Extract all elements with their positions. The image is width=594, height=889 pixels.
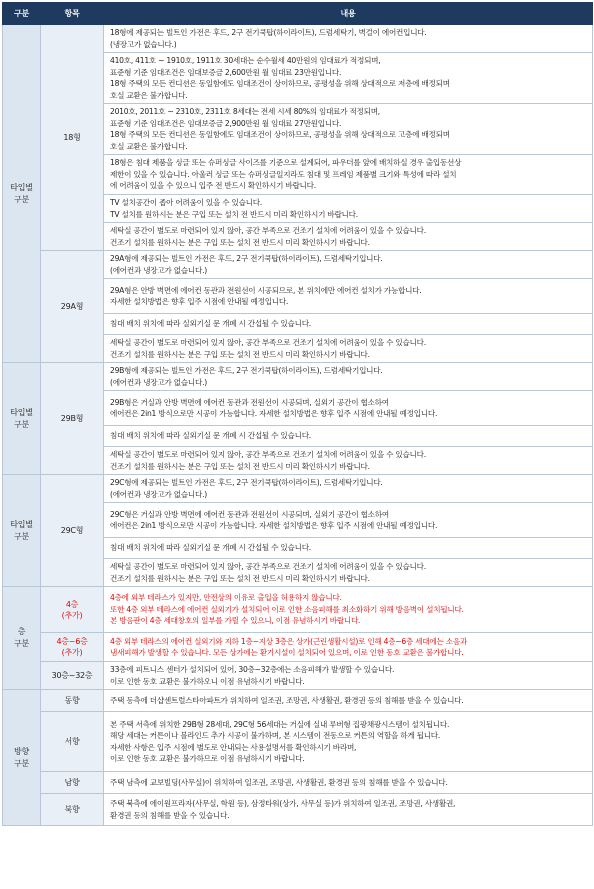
content-line: 침대 배치 위치에 따라 실외기실 문 개폐 시 간섭될 수 있습니다. [110,543,311,553]
header-item: 항목 [41,3,104,25]
item-label-f3032 [41,662,104,690]
content-line: 29B형에 제공되는 빌트인 가전은 후드, 2구 전기쿡탑(하이라이트), 드럼세탁기입니다. [110,366,383,375]
table-header-row [3,3,593,25]
group-label-line: 층 [17,627,26,636]
content-line: 자세한 사항은 입주 시점에 별도로 안내되는 사용설명서를 확인하시기 바라며, [110,742,357,752]
floor-group-cell [3,587,41,690]
table-row [3,251,593,279]
content-line: 침대 배치 위치에 따라 실외기실 문 개폐 시 간섭될 수 있습니다. [110,431,311,441]
table-row [3,662,593,690]
content-cell [104,314,593,335]
content-line: 표준형 기준 임대조건은 임대보증금 2,600만원 월 임대료 23만원입니다. [110,67,342,77]
content-cell [104,335,593,363]
content-line: 세탁실 공간이 별도로 마련되어 있지 않아, 공간 부족으로 건조기 설치에 어려움이 있을 수 있습니다. [110,226,426,235]
item-label-t18 [41,25,104,251]
item-label-t29b [41,363,104,475]
content-cell [104,559,593,587]
content-line: 세탁실 공간이 별도로 마련되어 있지 않아, 공간 부족으로 건조기 설치에 어려움이 있을 수 있습니다. [110,450,426,459]
item-label-line: 29B형 [60,414,84,423]
content-cell [104,538,593,559]
group-label-line: 타입별 [10,182,33,192]
group-label-line: 구분 [14,758,29,768]
content-line: 주택 북측에 에이원프라자(사무실, 학원 등), 삼정타워(상가, 사무실 등)가 위치하여 일조권, 조망권, 사생활권, [110,799,456,808]
content-line: 세탁실 공간이 별도로 마련되어 있지 않아, 공간 부족으로 건조기 설치에 어려움이 있을 수 있습니다. [110,562,426,571]
content-line: 또한 4층 외부 테라스에 에어컨 실외기가 설치되어 이로 인한 소음피해를 최소화하기 위해 방음벽이 설치됩니다. [110,604,464,614]
content-line: (에어컨과 냉장고가 없습니다.) [110,377,207,387]
content-line: 18형에 제공되는 빌트인 가전은 후드, 2구 전기쿡탑(하이라이트), 드럼세탁기, 벽걸이 에어컨입니다. [110,28,427,37]
item-label-line: 18형 [63,133,81,142]
content-cell [104,155,593,195]
content-cell [104,712,593,772]
group-label-line: 구분 [14,531,29,541]
item-label-line: 남향 [64,778,80,787]
content-line: 건조기 설치를 원하시는 분은 구입 또는 설치 전 반드시 미리 확인하시기 바랍니다. [110,573,370,583]
content-line: (냉장고가 없습니다.) [110,39,177,49]
content-line: 냄새피해가 발생할 수 있습니다. 모든 상가에는 환기시설이 설치되어 있으며, 이로 인한 동호 교환은 불가합니다. [110,648,464,657]
item-label-line: 북향 [64,805,80,814]
content-cell [104,195,593,223]
content-line: 2010호, 2011호 ~ 2310호, 2311호 8세대는 전세 시세 80%의 임대료가 적정되며, [110,107,380,116]
item-label-line: 29C형 [60,526,84,535]
content-line: 18형은 침대 제품을 싱글 또는 슈퍼싱글 사이즈를 기준으로 설계되어, 파우더를 앞에 배치하실 경우 출입동선상 [110,158,462,168]
content-line: 에 어려움이 있을 수 있으니 입주 전 반드시 확인하시기 바랍니다. [110,181,316,191]
item-label-south [41,772,104,794]
content-cell [104,503,593,538]
item-label-line: 동향 [64,696,80,705]
content-line: 건조기 설치를 원하시는 분은 구입 또는 설치 전 반드시 미리 확인하시기 바랍니다. [110,461,370,471]
table-body [3,25,593,826]
type-group-cell [3,25,41,363]
item-label-line: (추가) [61,648,83,657]
table-row [3,633,593,662]
content-line: 제한이 있을 수 있습니다. 아울러 싱글 또는 슈퍼싱글일지라도 침대 및 프레임 제품별 크기와 특성에 따라 설치 [110,169,457,179]
content-line: 에어컨은 2in1 방식으로만 시공이 가능합니다. 자세한 설치방법은 향후 입주 시점에 안내될 예정입니다. [110,521,438,530]
content-line: 침대 배치 위치에 따라 실외기실 문 개폐 시 간섭될 수 있습니다. [110,319,311,329]
table-row [3,772,593,794]
content-line: 4층 외부 테라스의 에어컨 실외기와 지하 1층~지상 3층은 상가(근린생활시설)로 인해 4층~6층 세대에는 소음과 [110,636,468,646]
content-cell [104,475,593,503]
content-cell [104,25,593,53]
content-line: 4층에 외부 테라스가 있지만, 안전상의 이유로 출입을 허용하지 않습니다. [110,593,342,603]
content-line: 주택 남측에 교보빌딩(사무실)이 위치하여 일조권, 조망권, 사생활권, 환경권 등의 침해를 받을 수 있습니다. [110,777,448,787]
content-cell [104,633,593,662]
content-cell [104,53,593,104]
content-line: 본 방음판이 4층 세대창호의 일부를 가릴 수 있으니, 이점 유념하시기 바랍니다. [110,616,361,626]
table-row [3,363,593,391]
content-cell [104,391,593,426]
item-label-north [41,794,104,826]
item-label-line: 29A형 [60,302,84,311]
item-label-f46 [41,633,104,662]
content-cell [104,587,593,633]
content-line: 29C형에 제공되는 빌트인 가전은 후드, 2구 전기쿡탑(하이라이트), 드럼세탁기입니다. [110,478,383,487]
group-label-line: 구분 [14,639,29,648]
content-cell [104,279,593,314]
group-label-line: 구분 [14,419,29,429]
content-line: 호실 교환은 불가합니다. [110,90,188,100]
content-line: TV 설치를 원하시는 분은 구입 또는 설치 전 반드시 미리 확인하시기 바랍니다. [110,209,358,219]
item-label-t29c [41,475,104,587]
group-label-line: 구분 [14,194,29,204]
content-line: TV 설치공간이 좁아 어려움이 있을 수 있습니다. [110,198,263,207]
content-cell [104,794,593,826]
item-label-line: 서향 [64,737,80,746]
content-line: 세탁실 공간이 별도로 마련되어 있지 않아, 공간 부족으로 건조기 설치에 어려움이 있을 수 있습니다. [110,338,426,347]
content-cell [104,772,593,794]
item-label-f4 [41,587,104,633]
content-line: (에어컨과 냉장고가 없습니다.) [110,265,207,275]
item-label-line: 30층~32층 [51,671,93,680]
content-line: 33층에 피트니스 센터가 설치되어 있어, 30층~32층에는 소음피해가 발생할 수 있습니다. [110,665,395,674]
content-line: 호실 교환은 불가합니다. [110,141,188,151]
content-line: 29B형은 거실과 안방 벽면에 에어컨 동관과 전원선이 시공되며, 실외기 공간이 협소하여 [110,397,389,407]
content-line: 본 주택 서측에 위치한 29B형 28세대, 29C형 56세대는 거실에 실내 루버형 집광채광시스템이 설치됩니다. [110,719,450,729]
notice-table [2,2,593,826]
content-line: 환경권 등의 침해를 받을 수 있습니다. [110,810,230,820]
content-line: 건조기 설치를 원하시는 분은 구입 또는 설치 전 반드시 미리 확인하시기 바랍니다. [110,237,370,247]
content-cell [104,426,593,447]
group-label-line: 타입별 [10,519,33,529]
content-line: 이로 인한 동호 교환은 불가하므로 이점 유념하시기 바랍니다. [110,754,305,763]
header-content: 내용 [104,3,593,25]
content-line: 29A형에 제공되는 빌트인 가전은 후드, 2구 전기쿡탑(하이라이트), 드럼세탁기입니다. [110,254,383,263]
type-group-cell-3 [3,475,41,587]
item-label-east [41,690,104,712]
content-line: 에어컨은 2in1 방식으로만 시공이 가능합니다. 자세한 설치방법은 향후 입주 시점에 안내될 예정입니다. [110,409,438,418]
group-label-line: 타입별 [10,407,33,417]
direction-group-cell [3,690,41,826]
content-line: 29C형은 거실과 안방 벽면에 에어컨 동관과 전원선이 시공되며, 실외기 공간이 협소하여 [110,509,389,519]
type-group-cell-2 [3,363,41,475]
table-row [3,712,593,772]
content-line: 410호, 411호 ~ 1910호, 1911호 30세대는 순수월세 40만원의 임대료가 적정되며, [110,56,381,65]
table-row [3,794,593,826]
table-row [3,587,593,633]
item-label-line: (추가) [61,610,83,620]
item-label-line: 4층~6층 [56,637,88,646]
group-label-line: 방향 [14,746,29,756]
content-cell [104,251,593,279]
content-cell [104,104,593,155]
item-label-t29a [41,251,104,363]
content-line: 주택 동측에 더샵센트럴스타아파트가 위치하여 일조권, 조망권, 사생활권, 환경권 등의 침해를 받을 수 있습니다. [110,695,464,705]
content-line: 18형 주택의 모든 컨디션은 동일함에도 임대조건이 상이하므로, 공평성을 위해 상대적으로 저층에 배정되며 [110,79,450,88]
item-label-line: 4층 [65,599,79,609]
content-line: (에어컨과 냉장고가 없습니다.) [110,489,207,499]
content-line: 18형 주택의 모든 컨디션은 동일함에도 임대조건이 상이하므로, 공평성을 위해 상대적으로 고층에 배정되며 [110,130,450,139]
table-row [3,475,593,503]
content-line: 자세한 설치방법은 향후 입주 시점에 안내될 예정입니다. [110,297,289,306]
content-line: 29A형은 안방 벽면에 에어컨 동관과 전원선이 시공되므로, 본 위치에만 에어컨 설치가 가능합니다. [110,285,422,295]
content-line: 이로 인한 동호 교환은 불가하오니 이점 유념하시기 바랍니다. [110,676,305,686]
item-label-west [41,712,104,772]
content-line: 표준형 기준 임대조건은 임대보증금 2,900만원 월 임대료 27만원입니다. [110,118,342,128]
content-cell [104,662,593,690]
table-row [3,690,593,712]
content-line: 해당 세대는 커튼이나 블라인드 추가 시공이 불가하며, 본 시스템이 전동으로 커튼의 역할을 하게 됩니다. [110,731,441,740]
header-group: 구분 [3,3,41,25]
content-cell [104,447,593,475]
content-line: 건조기 설치를 원하시는 분은 구입 또는 설치 전 반드시 미리 확인하시기 바랍니다. [110,349,370,359]
content-cell [104,363,593,391]
content-cell [104,223,593,251]
content-cell [104,690,593,712]
table-row [3,25,593,53]
